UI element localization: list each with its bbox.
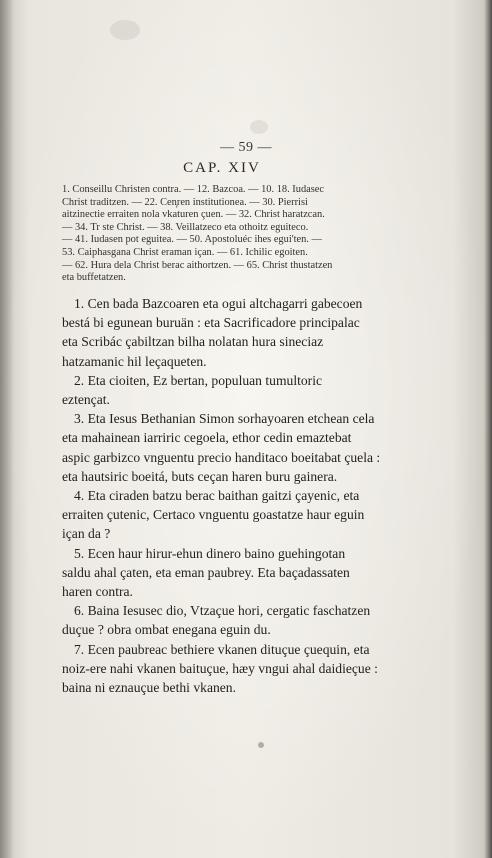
summary-line: aitzinectie erraiten nola vkaturen çuen. — 32. Christ haratzcan. xyxy=(62,209,325,221)
verse-line: hatzamanic hil leçaqueten. xyxy=(62,353,207,369)
summary-line: — 62. Hura dela Christ berac aithortzen. — 65. Christ thustatzen xyxy=(62,259,333,271)
verse-line: 5. Ecen haur hirur-ehun dinero baino guehingotan xyxy=(74,545,346,561)
chapter-title: CAP. XIV xyxy=(183,160,261,176)
summary-line: 1. Conseillu Christen contra. — 12. Bazcoa. — 10. 18. Iudasec xyxy=(62,184,325,195)
summary-line: 53. Caiphasgana Christ eraman içan. — 61. Ichilic egoiten. xyxy=(62,246,308,258)
verse-line: eta mahainean iarriric cegoela, ethor cedin emaztebat xyxy=(62,430,352,446)
verse-line: 3. Eta Iesus Bethanian Simon sorhayoaren etchean cela xyxy=(74,411,375,427)
verse-line: eta hautsiric boeitá, buts ceçan haren buru gainera. xyxy=(62,468,338,484)
verse-line: 1. Cen bada Bazcoaren eta ogui altchagarri gabecoen xyxy=(74,296,363,311)
verse-line: 2. Eta cioiten, Ez bertan, populuan tumultoric xyxy=(74,372,323,388)
summary-line: Christ traditzen. — 22. Cen᷊ren institutionea. — 30. Pierrisi xyxy=(62,196,308,208)
verse-line: duçue ? obra ombat enegana eguin du. xyxy=(62,622,271,638)
paper-spot xyxy=(250,120,268,134)
verse-line: 7. Ecen paubreac bethiere vkanen dituçue çuequin, eta xyxy=(74,641,370,657)
verse-line: erraiten çutenic, Certaco vnguentu goastatze haur eguin xyxy=(62,507,365,523)
verse-line: baina ni eznauçue bethi vkanen. xyxy=(62,680,236,696)
verse-line: noiz-ere nahi vkanen baituçue, hæy vngui ahal daidieçue : xyxy=(62,660,378,676)
page-edge-shadow xyxy=(484,0,492,858)
verse-line: içan da ? xyxy=(62,526,111,542)
verse-line: saldu ahal çaten, eta eman paubrey. Eta baçadassaten xyxy=(62,564,350,580)
verse-line: 6. Baina Iesusec dio, Vtzaçue hori, cergatic faschatzen xyxy=(74,603,371,619)
binding-shadow xyxy=(0,0,14,858)
page-number: — 59 — xyxy=(220,140,272,155)
verse-line: aspic garbizco vnguentu precio handitaco boeitabat çuela : xyxy=(62,449,381,465)
verse-line: haren contra. xyxy=(62,584,133,600)
paper-spot xyxy=(110,20,140,40)
verse-line: bestá bi egunean buruän : eta Sacrificadore principalac xyxy=(62,315,360,331)
verse-line: eztençat. xyxy=(62,392,110,408)
summary-line: eta buffetatzen. xyxy=(62,272,126,284)
verse-text xyxy=(62,294,438,697)
verse-line: 4. Eta ciraden batzu berac baithan gaitzi çayenic, eta xyxy=(74,488,360,504)
chapter-summary xyxy=(62,184,436,285)
summary-line: — 41. Iudasen pot eguitea. — 50. Apostoluéc ihes egui'ten. — xyxy=(62,234,322,246)
paper-spot xyxy=(258,742,264,748)
summary-line: — 34. Tr ste Christ. — 38. Veillatzeco eta othoitz eguiteco. xyxy=(62,221,309,233)
verse-line: eta Scribác çabiltzan bilha nolatan hura sineciaz xyxy=(62,334,324,350)
